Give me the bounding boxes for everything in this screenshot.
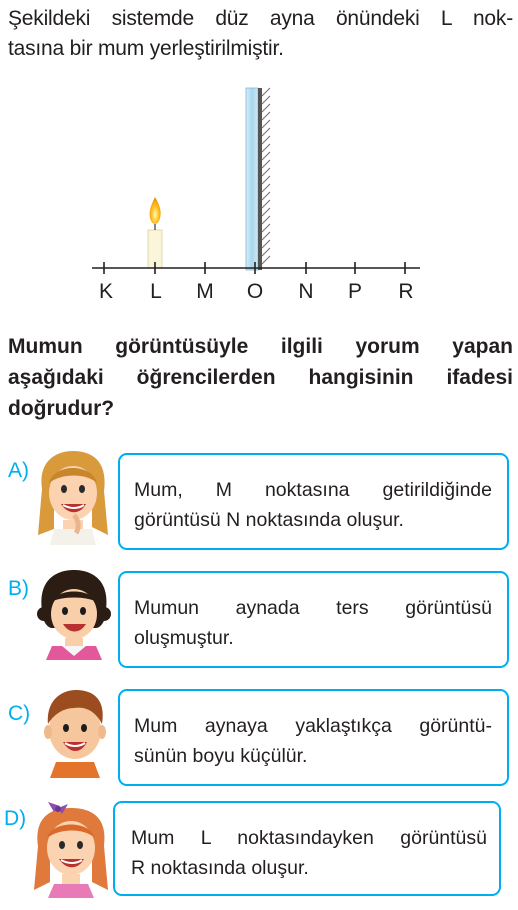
mirror-candle-diagram [0, 80, 518, 310]
candle [148, 197, 162, 268]
option-c-text [134, 711, 492, 771]
intro-text [8, 4, 513, 64]
student-girl-darkhair-avatar [32, 566, 116, 660]
option-b-letter: B) [8, 577, 29, 600]
option-b-line-2: oluşmuştur. [134, 627, 234, 649]
point-label-N: N [298, 280, 314, 303]
point-label-O: O [246, 280, 264, 303]
point-label-P: P [347, 280, 363, 303]
point-label-L: L [150, 280, 162, 303]
student-girl-blonde-avatar [30, 449, 116, 545]
flame-icon [150, 197, 161, 224]
point-label-K: K [98, 280, 114, 303]
question-line-3: doğrudur? [8, 397, 115, 420]
student-boy-avatar [34, 686, 116, 778]
option-b-text [134, 593, 492, 653]
option-a-line-1: Mum, M noktasına getirildiğinde [134, 479, 492, 501]
question-text [8, 331, 513, 424]
option-d-letter: D) [4, 807, 27, 830]
option-d-line-1: Mum L noktasındayken görüntüsü [131, 827, 487, 849]
option-a-text [134, 475, 492, 535]
option-c-line-1: Mum aynaya yaklaştıkça görüntü- [134, 715, 492, 737]
option-c-letter: C) [8, 702, 31, 725]
option-d-text [131, 823, 487, 883]
student-girl-redhair-avatar [28, 800, 114, 898]
point-label-M: M [196, 280, 214, 303]
option-c-line-2: sünün boyu küçülür. [134, 745, 308, 767]
option-a-line-2: görüntüsü N noktasında oluşur. [134, 509, 404, 531]
question-line-2: aşağıdaki öğrencilerden hangisinin ifadesi [8, 366, 513, 389]
plane-mirror [246, 88, 270, 270]
option-a-letter: A) [8, 459, 29, 482]
intro-line-1: Şekildeki sistemde düz ayna önündeki L nok- [8, 7, 513, 30]
option-d-line-2: R noktasında oluşur. [131, 857, 309, 879]
intro-line-2: tasına bir mum yerleştirilmiştir. [8, 37, 284, 60]
option-b-line-1: Mumun aynada ters görüntüsü [134, 597, 492, 619]
point-label-R: R [398, 280, 414, 303]
question-line-1: Mumun görüntüsüyle ilgili yorum yapan [8, 335, 513, 358]
